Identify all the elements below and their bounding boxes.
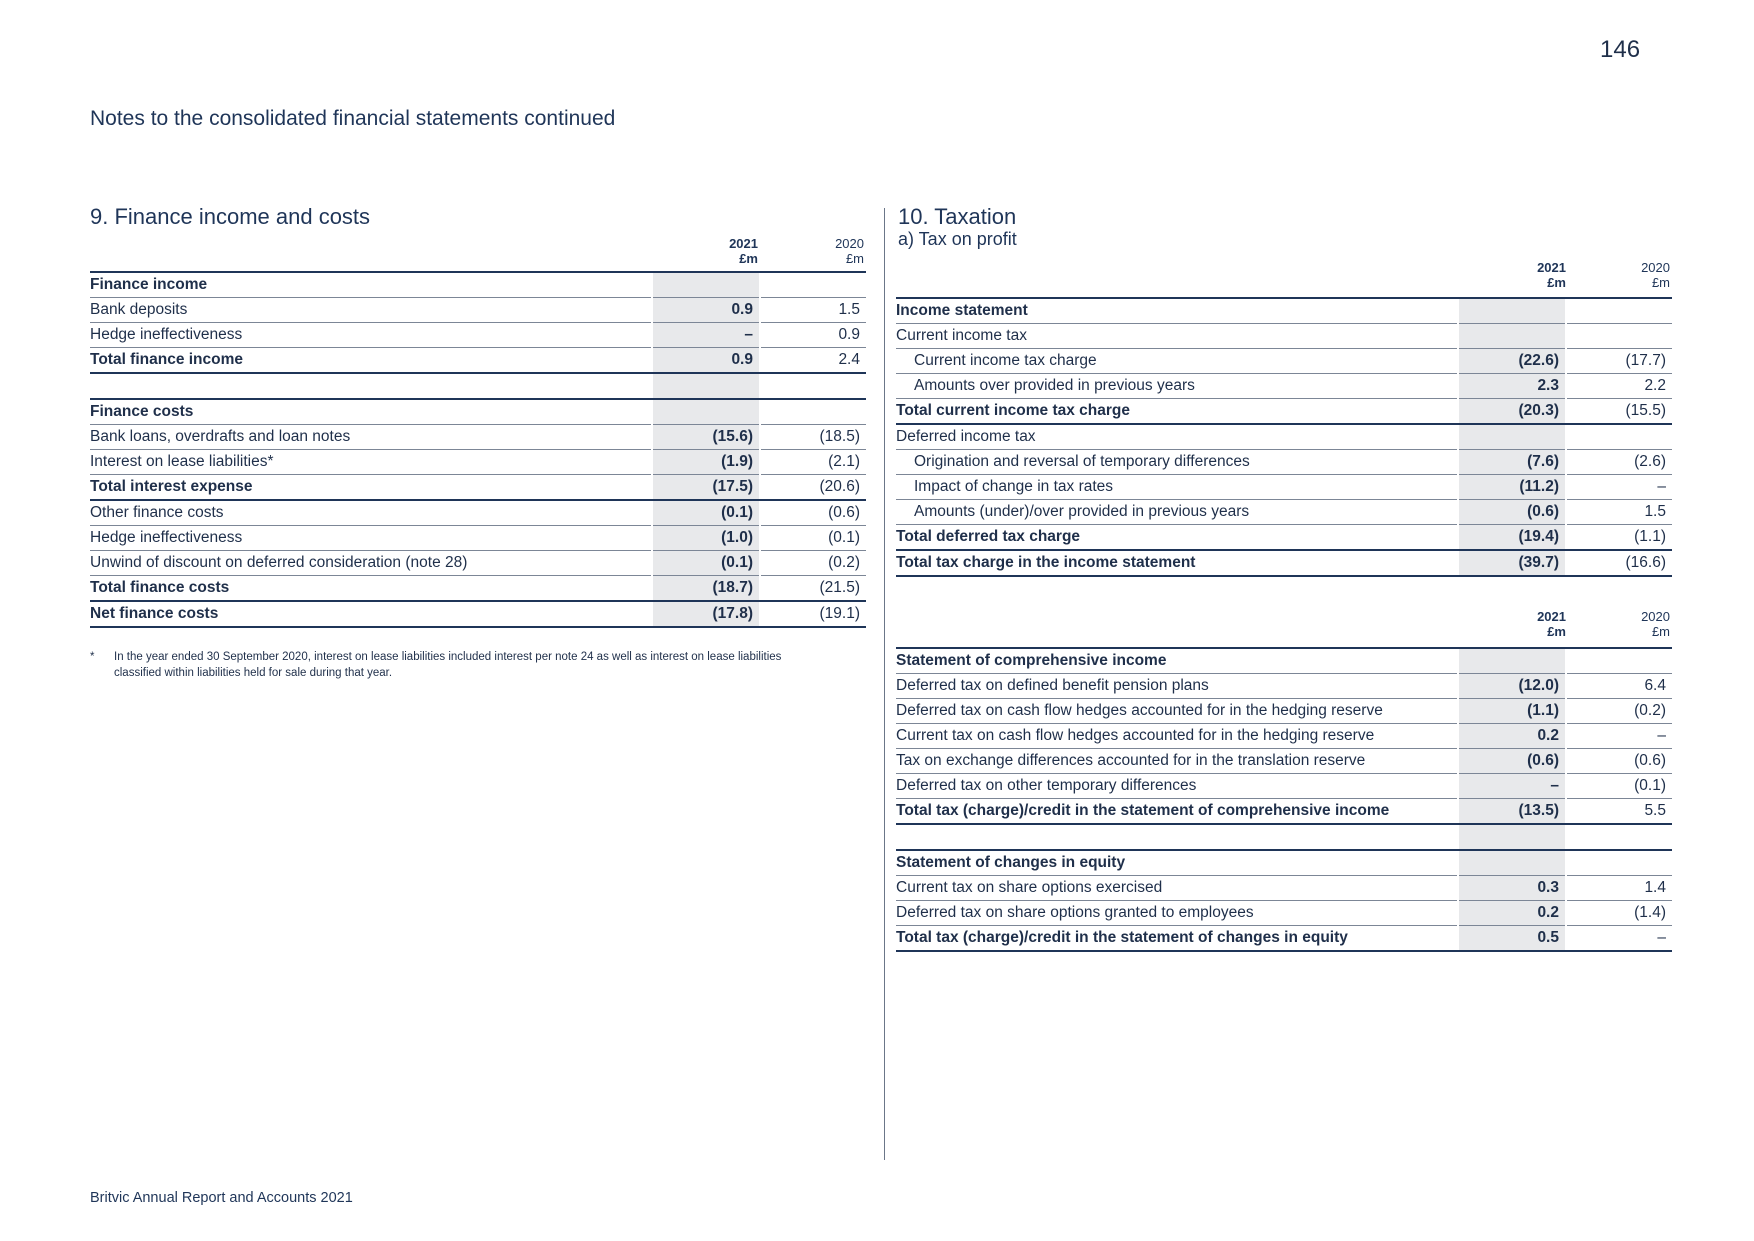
value-2020	[1566, 298, 1672, 324]
table-row	[90, 526, 866, 551]
footnote-text: In the year ended 30 September 2020, interest on lease liabilities included interest per note 24 as well as interest on lease liabilities classified within liabilities held for sale during that year.	[114, 651, 782, 679]
finance-footnote	[90, 649, 830, 681]
value-2020: (20.6)	[760, 475, 866, 501]
value-2021	[1458, 298, 1566, 324]
row-label: Tax on exchange differences accounted for in the translation reserve	[896, 749, 1458, 774]
value-2021: (0.1)	[652, 551, 760, 576]
row-label: Origination and reversal of temporary differences	[896, 450, 1458, 475]
value-2021: (19.4)	[1458, 525, 1566, 551]
value-2020: 1.5	[1566, 500, 1672, 525]
row-label: Total deferred tax charge	[896, 525, 1458, 551]
row-label: Interest on lease liabilities*	[90, 450, 652, 475]
table-row	[896, 550, 1672, 576]
value-2021: (18.7)	[652, 576, 760, 602]
row-label: Deferred tax on other temporary differences	[896, 774, 1458, 799]
table-row	[896, 349, 1672, 374]
value-2020: –	[1566, 724, 1672, 749]
value-2021: (12.0)	[1458, 674, 1566, 699]
value-2021: (22.6)	[1458, 349, 1566, 374]
value-2020: (2.1)	[760, 450, 866, 475]
row-label: Current income tax	[896, 324, 1458, 349]
value-2020	[760, 272, 866, 298]
row-label: Current tax on cash flow hedges accounted for in the hedging reserve	[896, 724, 1458, 749]
value-2020: (0.6)	[1566, 749, 1672, 774]
finance-col-2020-header	[766, 236, 864, 266]
table-row	[90, 298, 866, 323]
table-row	[896, 648, 1672, 674]
value-2020	[1566, 850, 1672, 876]
tax-other-statements-table	[896, 647, 1672, 952]
row-label: Total finance income	[90, 348, 652, 374]
value-2021	[652, 373, 760, 399]
row-label: Amounts over provided in previous years	[896, 374, 1458, 399]
col-unit: £m	[845, 251, 864, 266]
value-2021: 0.2	[1458, 724, 1566, 749]
table-row	[90, 576, 866, 602]
finance-col-2021-header	[660, 236, 758, 266]
value-2021: (7.6)	[1458, 450, 1566, 475]
col-year: 2020	[835, 236, 864, 251]
taxation-section-title: 10. Taxation	[898, 204, 1017, 229]
row-label: Hedge ineffectiveness	[90, 526, 652, 551]
row-label: Total finance costs	[90, 576, 652, 602]
value-2020: 6.4	[1566, 674, 1672, 699]
row-label: Total interest expense	[90, 475, 652, 501]
value-2020: 2.4	[760, 348, 866, 374]
value-2020: (15.5)	[1566, 399, 1672, 425]
row-label: Total tax (charge)/credit in the statement of changes in equity	[896, 926, 1458, 952]
table-row	[896, 298, 1672, 324]
col-year: 2020	[1641, 609, 1670, 624]
value-2021: (0.6)	[1458, 749, 1566, 774]
table-row	[896, 525, 1672, 551]
value-2021: 0.9	[652, 348, 760, 374]
col-unit: £m	[1651, 624, 1670, 639]
table-row	[896, 699, 1672, 724]
value-2021: 0.9	[652, 298, 760, 323]
table-row	[896, 774, 1672, 799]
row-label: Finance costs	[90, 399, 652, 425]
tax-col-2021-header	[1468, 260, 1566, 290]
spacer-row	[90, 373, 866, 399]
row-label: Statement of comprehensive income	[896, 648, 1458, 674]
value-2020	[1566, 648, 1672, 674]
page-number: 146	[1600, 36, 1641, 63]
tax-col-2020-header	[1572, 260, 1670, 290]
row-label: Deferred tax on share options granted to employees	[896, 901, 1458, 926]
value-2021: (0.6)	[1458, 500, 1566, 525]
value-2020: 2.2	[1566, 374, 1672, 399]
table-row	[90, 450, 866, 475]
value-2020: (18.5)	[760, 425, 866, 450]
value-2020: 1.5	[760, 298, 866, 323]
tax-income-statement-table	[896, 297, 1672, 577]
row-label: Bank loans, overdrafts and loan notes	[90, 425, 652, 450]
row-label: Statement of changes in equity	[896, 850, 1458, 876]
table-row	[90, 601, 866, 627]
value-2021: (1.1)	[1458, 699, 1566, 724]
row-label: Impact of change in tax rates	[896, 475, 1458, 500]
tax-col-2020-header-2	[1572, 609, 1670, 639]
table-row	[90, 425, 866, 450]
value-2021: (11.2)	[1458, 475, 1566, 500]
finance-section-title: 9. Finance income and costs	[90, 204, 371, 229]
table-row	[896, 324, 1672, 349]
table-row	[896, 926, 1672, 952]
table-row	[90, 348, 866, 374]
value-2021: (20.3)	[1458, 399, 1566, 425]
table-row	[896, 399, 1672, 425]
value-2021	[1458, 850, 1566, 876]
col-year: 2021	[1537, 609, 1566, 624]
value-2021: (0.1)	[652, 500, 760, 526]
taxation-subtitle: a) Tax on profit	[898, 229, 1017, 249]
table-row	[896, 500, 1672, 525]
value-2021: 0.5	[1458, 926, 1566, 952]
table-row	[896, 674, 1672, 699]
row-label: Income statement	[896, 298, 1458, 324]
row-label: Deferred tax on defined benefit pension plans	[896, 674, 1458, 699]
value-2020: 1.4	[1566, 876, 1672, 901]
table-row	[90, 500, 866, 526]
value-2020: (0.6)	[760, 500, 866, 526]
tax-col-2021-header-2	[1468, 609, 1566, 639]
table-row	[896, 876, 1672, 901]
value-2020	[760, 373, 866, 399]
row-label	[90, 373, 652, 399]
value-2020: (0.1)	[1566, 774, 1672, 799]
value-2021: (1.0)	[652, 526, 760, 551]
value-2020: (16.6)	[1566, 550, 1672, 576]
footnote-mark: *	[90, 651, 95, 663]
value-2020: –	[1566, 475, 1672, 500]
value-2020: (0.2)	[760, 551, 866, 576]
value-2020	[760, 399, 866, 425]
table-row	[896, 850, 1672, 876]
value-2021	[652, 272, 760, 298]
value-2020: (0.1)	[760, 526, 866, 551]
value-2021	[1458, 424, 1566, 450]
value-2020: (1.4)	[1566, 901, 1672, 926]
table-row	[896, 475, 1672, 500]
value-2021: (15.6)	[652, 425, 760, 450]
finance-table	[90, 271, 866, 628]
table-row	[896, 450, 1672, 475]
table-row	[90, 475, 866, 501]
table-row	[90, 551, 866, 576]
value-2021: 0.3	[1458, 876, 1566, 901]
row-label	[896, 824, 1458, 850]
value-2021: 0.2	[1458, 901, 1566, 926]
value-2021: (1.9)	[652, 450, 760, 475]
table-row	[90, 272, 866, 298]
col-unit: £m	[1651, 275, 1670, 290]
table-row	[896, 374, 1672, 399]
value-2021: 2.3	[1458, 374, 1566, 399]
row-label: Current income tax charge	[896, 349, 1458, 374]
value-2020: 5.5	[1566, 799, 1672, 825]
row-label: Current tax on share options exercised	[896, 876, 1458, 901]
table-row	[896, 901, 1672, 926]
value-2021	[1458, 824, 1566, 850]
column-divider	[884, 208, 885, 1160]
value-2021: (17.8)	[652, 601, 760, 627]
row-label: Total tax charge in the income statement	[896, 550, 1458, 576]
value-2021: –	[652, 323, 760, 348]
table-row	[90, 399, 866, 425]
row-label: Finance income	[90, 272, 652, 298]
value-2020: (21.5)	[760, 576, 866, 602]
row-label: Amounts (under)/over provided in previous years	[896, 500, 1458, 525]
value-2020: (2.6)	[1566, 450, 1672, 475]
row-label: Bank deposits	[90, 298, 652, 323]
value-2021: –	[1458, 774, 1566, 799]
value-2020	[1566, 324, 1672, 349]
table-row	[90, 323, 866, 348]
col-year: 2020	[1641, 260, 1670, 275]
table-row	[896, 424, 1672, 450]
value-2020	[1566, 424, 1672, 450]
row-label: Total current income tax charge	[896, 399, 1458, 425]
row-label: Net finance costs	[90, 601, 652, 627]
value-2020: (0.2)	[1566, 699, 1672, 724]
value-2021: (39.7)	[1458, 550, 1566, 576]
row-label: Deferred income tax	[896, 424, 1458, 450]
row-label: Unwind of discount on deferred consideration (note 28)	[90, 551, 652, 576]
value-2020	[1566, 824, 1672, 850]
col-unit: £m	[1547, 275, 1566, 290]
table-row	[896, 749, 1672, 774]
value-2021: (13.5)	[1458, 799, 1566, 825]
row-label: Deferred tax on cash flow hedges accounted for in the hedging reserve	[896, 699, 1458, 724]
value-2020: –	[1566, 926, 1672, 952]
value-2021	[652, 399, 760, 425]
footer: Britvic Annual Report and Accounts 2021	[90, 1190, 353, 1206]
table-row	[896, 724, 1672, 749]
value-2020: (1.1)	[1566, 525, 1672, 551]
table-row	[896, 799, 1672, 825]
row-label: Hedge ineffectiveness	[90, 323, 652, 348]
col-unit: £m	[1547, 624, 1566, 639]
row-label: Other finance costs	[90, 500, 652, 526]
value-2021	[1458, 324, 1566, 349]
running-head: Notes to the consolidated financial statements continued	[90, 107, 616, 130]
spacer-row	[896, 824, 1672, 850]
value-2020: (19.1)	[760, 601, 866, 627]
value-2021	[1458, 648, 1566, 674]
row-label: Total tax (charge)/credit in the statement of comprehensive income	[896, 799, 1458, 825]
col-unit: £m	[739, 251, 758, 266]
value-2021: (17.5)	[652, 475, 760, 501]
value-2020: 0.9	[760, 323, 866, 348]
col-year: 2021	[1537, 260, 1566, 275]
value-2020: (17.7)	[1566, 349, 1672, 374]
col-year: 2021	[729, 236, 758, 251]
